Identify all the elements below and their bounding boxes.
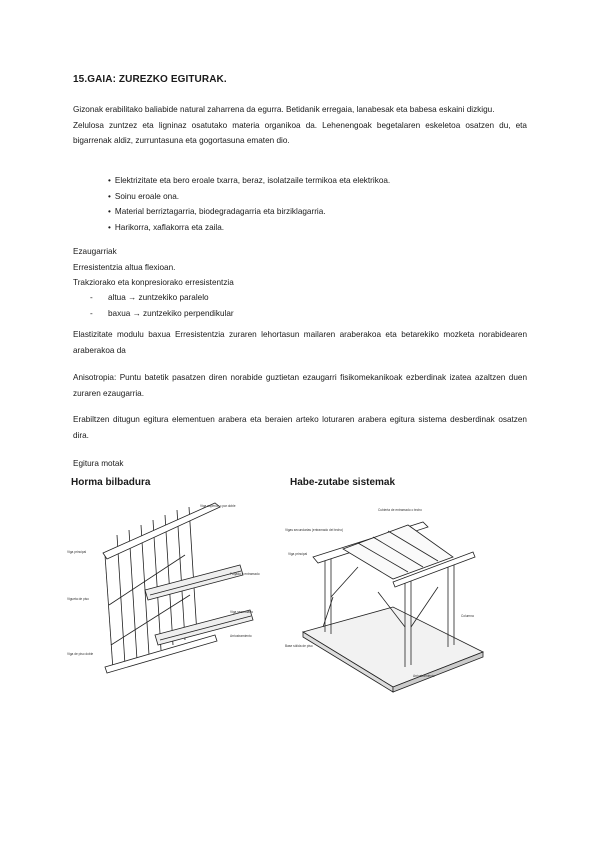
label-roof-framing: Cubierta de entramado o techo: [378, 508, 422, 512]
features-line-1: Erresistentzia altua flexioan.: [73, 262, 176, 272]
intro-paragraph: [73, 102, 527, 149]
types-heading: Egitura motak: [73, 459, 124, 468]
features-section: [73, 244, 234, 291]
properties-list: [108, 173, 390, 235]
resistance-list: [90, 290, 234, 321]
resistance-item: - altua → zuntzekiko paralelo: [90, 290, 234, 306]
label-main-beam-right: Viga principal: [288, 552, 308, 556]
features-line-2: Trakziorako eta konpresiorako erresistentzia: [73, 278, 234, 287]
label-floor-joist: Vigueta de piso: [67, 597, 89, 601]
label-bracing-right: Arriostramiento: [413, 674, 435, 678]
property-item: • Material berriztagarria, biodegradagarria eta birziklagarria.: [108, 204, 390, 220]
figure-right-title: Habe-zutabe sistemak: [290, 477, 396, 488]
label-double-joist: Viga de piso doble: [67, 652, 94, 656]
elasticity-paragraph: Elastizitate modulu baxua Erresistentzia zuraren lehortasun mailaren araberakoa eta betarekiko mozketa norabidearen araberakoa da: [73, 330, 527, 355]
resistance-item: - baxua → zuntzekiko perpendikular: [90, 306, 234, 322]
property-item: • Elektrizitate eta bero eroale txarra, beraz, isolatzaile termikoa eta elektrikoa.: [108, 173, 390, 189]
label-floor-framing: Forjado o entramado: [230, 572, 260, 576]
figure-left-title: Horma bilbadura: [71, 477, 151, 488]
label-top-plate: Viga superior o par doble: [200, 504, 236, 508]
features-heading: Ezaugarriak: [73, 247, 117, 256]
intro-line-2: Zelulosa zuntzez eta ligninaz osatutako materia organikoa da. Lehenengoak begetalaren eskeletoa osatzen du, eta bigarrenak aldiz, zurruntasuna eta gogortasuna ematen dio.: [73, 120, 527, 145]
label-main-beam: Viga principal: [67, 550, 87, 554]
property-item: • Soinu eroale ona.: [108, 189, 390, 205]
intro-line-1: Gizonak erabilitako baliabide natural zaharrena da egurra. Betidanik erregaia, lanabesak eta babesa eskaini dizkigu.: [73, 105, 495, 114]
label-bracing: Arriostramiento: [230, 634, 252, 638]
anisotropy-paragraph: Anisotropia: Puntu batetik pasatzen diren norabide guztietan ezaugarri fisikomekanikoak ezberdinak izatea azaltzen duen zuraren ezaugarria.: [73, 373, 527, 398]
label-secondary-beam: Viga secundaria: [230, 610, 253, 614]
label-solid-base: Base sólida de piso: [285, 644, 313, 648]
post-beam-illustration: [283, 497, 493, 697]
page-title: 15.GAIA: ZUREZKO EGITURAK.: [73, 74, 227, 85]
wall-framing-illustration: [65, 495, 275, 680]
property-item: • Harikorra, xaflakorra eta zaila.: [108, 220, 390, 236]
label-column: Columna: [461, 614, 474, 618]
label-secondary-beams: Vigas secundarias (entramado del techo): [285, 528, 344, 532]
systems-paragraph: Erabiltzen ditugun egitura elementuen arabera eta beraien arteko loturaren arabera egitura sistema desberdinak osatzen dira.: [73, 415, 527, 440]
